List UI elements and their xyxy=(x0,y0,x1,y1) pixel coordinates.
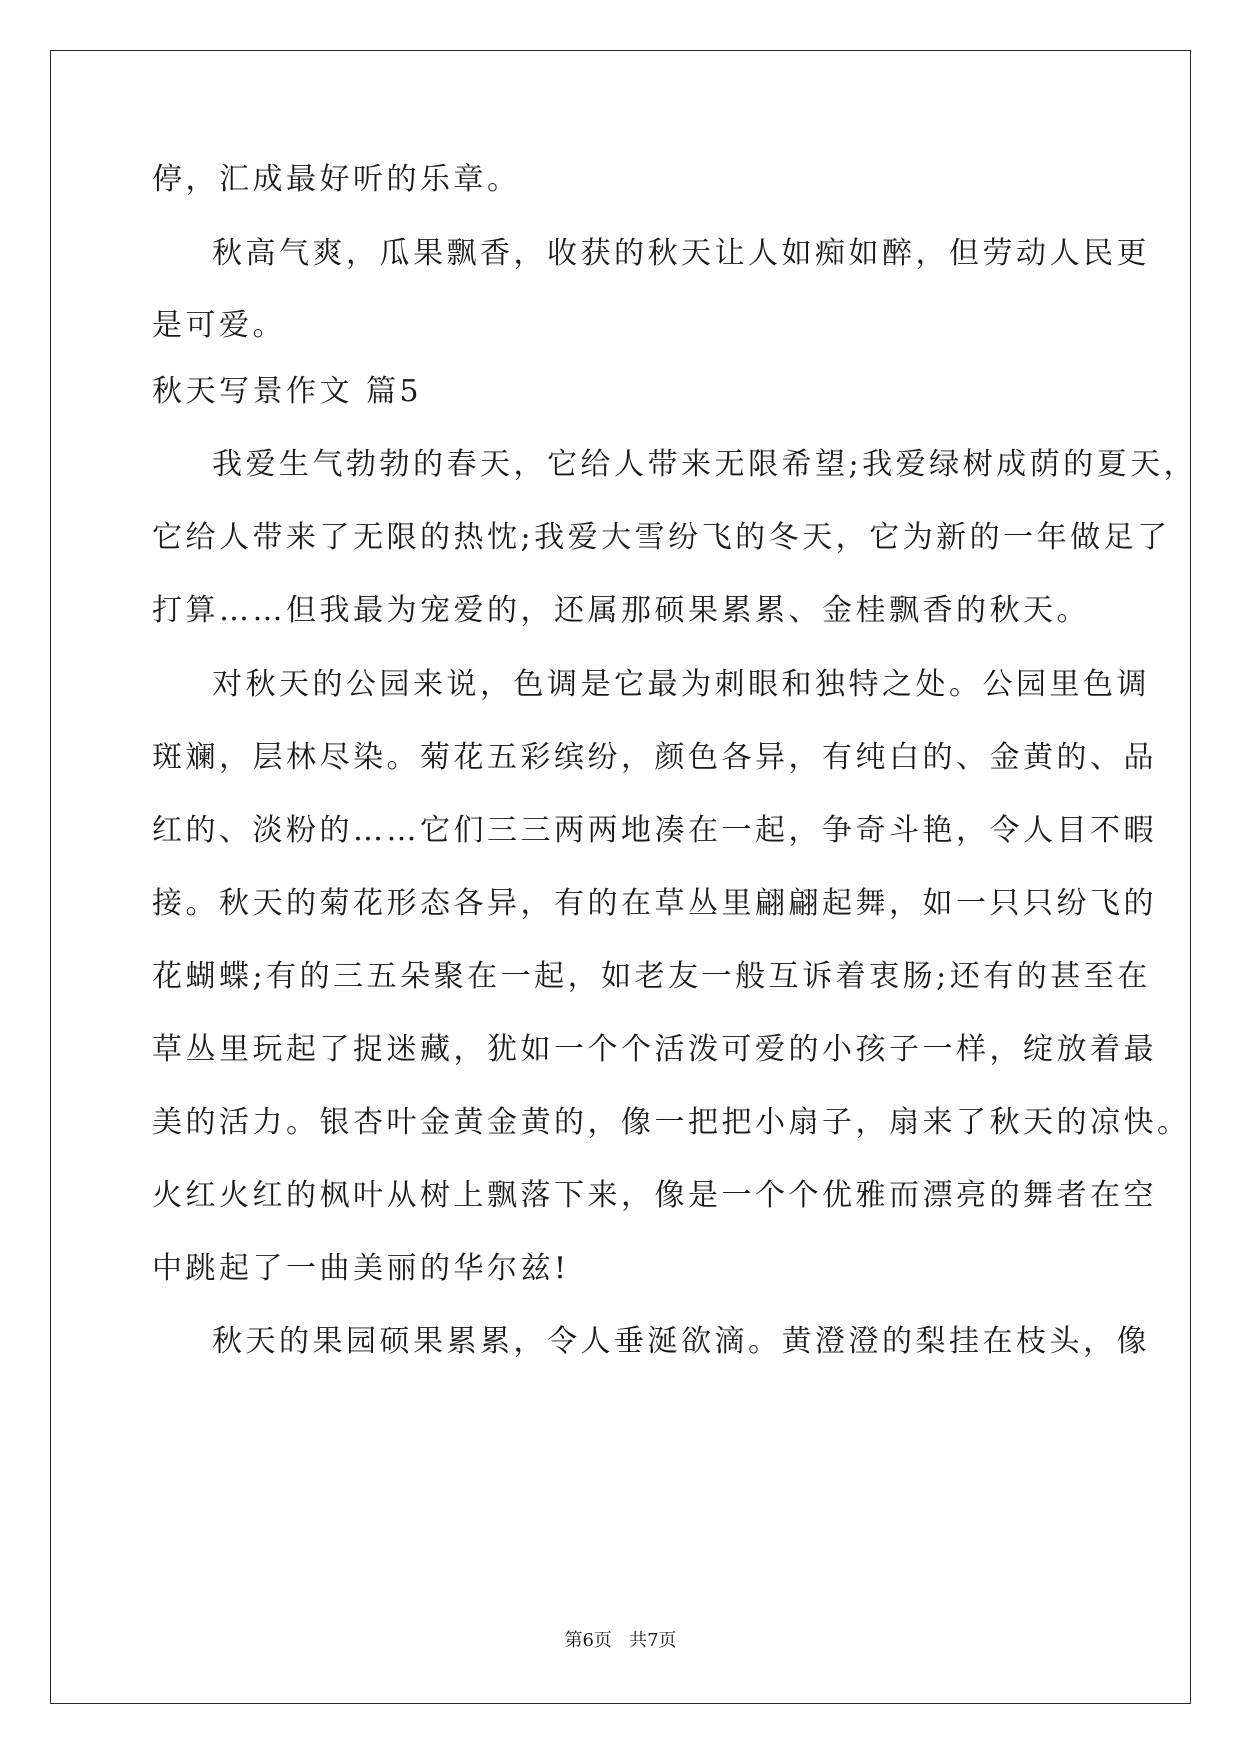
text-line: 秋天的果园硕果累累，令人垂涎欲滴。黄澄澄的梨挂在枝头，像 xyxy=(212,1324,1150,1359)
text-line: 停，汇成最好听的乐章。 xyxy=(152,162,521,197)
text-line: 接。秋天的菊花形态各异，有的在草丛里翩翩起舞，如一只只纷飞的 xyxy=(152,886,1157,921)
text-line: 花蝴蝶;有的三五朵聚在一起，如老友一般互诉着衷肠;还有的甚至在 xyxy=(152,959,1151,994)
text-line: 火红火红的枫叶从树上飘落下来，像是一个个优雅而漂亮的舞者在空 xyxy=(152,1178,1157,1213)
text-line: 打算……但我最为宠爱的，还属那硕果累累、金桂飘香的秋天。 xyxy=(152,593,1090,628)
page-total: 共7页 xyxy=(629,1630,677,1651)
text-line: 中跳起了一曲美丽的华尔兹! xyxy=(152,1251,570,1286)
text-line: 美的活力。银杏叶金黄金黄的，像一把把小扇子，扇来了秋天的凉快。 xyxy=(152,1105,1191,1140)
text-line: 草丛里玩起了捉迷藏，犹如一个个活泼可爱的小孩子一样，绽放着最 xyxy=(152,1032,1157,1067)
page-number: 第6页 xyxy=(564,1630,612,1651)
text-line: 它给人带来了无限的热忱;我爱大雪纷飞的冬天，它为新的一年做足了 xyxy=(152,520,1171,555)
text-line: 秋高气爽，瓜果飘香，收获的秋天让人如痴如醉，但劳动人民更 xyxy=(212,236,1150,271)
text-line: 斑斓，层林尽染。菊花五彩缤纷，颜色各异，有纯白的、金黄的、品 xyxy=(152,740,1157,775)
text-line: 我爱生气勃勃的春天，它给人带来无限希望;我爱绿树成荫的夏天， xyxy=(212,447,1198,482)
page-footer xyxy=(0,1630,1241,1652)
text-line: 对秋天的公园来说，色调是它最为刺眼和独特之处。公园里色调 xyxy=(212,667,1150,702)
text-line: 是可爱。 xyxy=(152,308,286,343)
text-line: 红的、淡粉的……它们三三两两地凑在一起，争奇斗艳，令人目不暇 xyxy=(152,813,1157,848)
section-heading: 秋天写景作文 篇5 xyxy=(152,374,423,409)
page-border xyxy=(50,50,1191,1704)
